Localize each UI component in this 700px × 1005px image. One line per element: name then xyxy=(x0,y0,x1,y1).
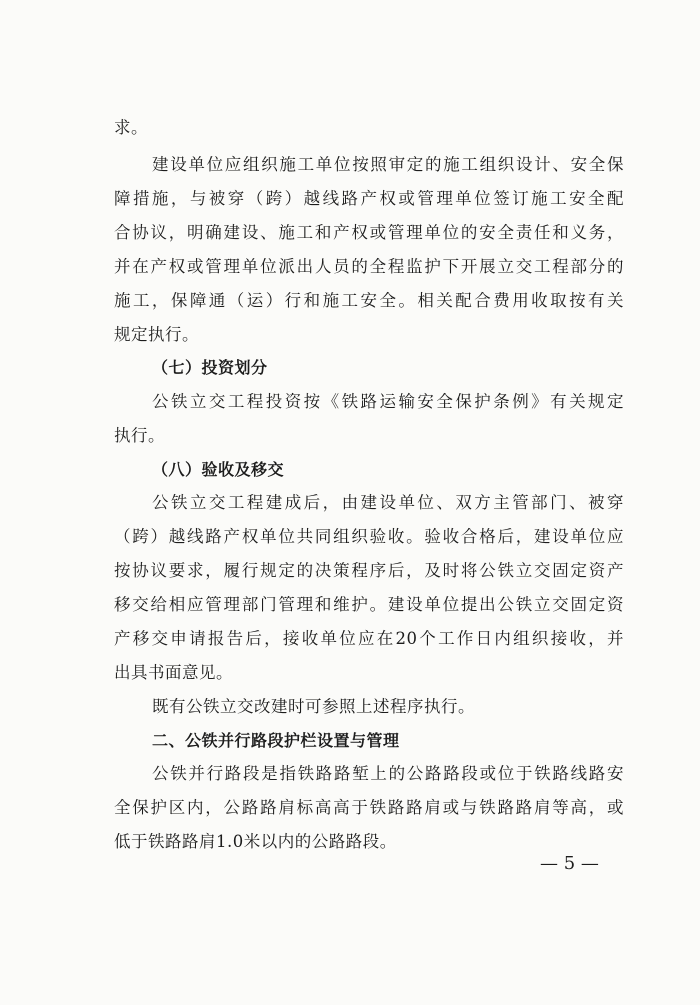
text-line: 移交给相应管理部门管理和维护。建设单位提出公铁立交固定资 xyxy=(114,595,624,614)
paragraph-start: 既有公铁立交改建时可参照上述程序执行。 xyxy=(152,697,475,716)
text-line: 施工，保障通（运）行和施工安全。相关配合费用收取按有关 xyxy=(114,291,624,310)
text-line: 障措施，与被穿（跨）越线路产权或管理单位签订施工安全配 xyxy=(114,189,624,208)
text-line: 产移交申请报告后，接收单位应在20个工作日内组织接收，并 xyxy=(114,629,624,648)
section-heading-7: （七）投资划分 xyxy=(152,358,268,377)
paragraph-start: 建设单位应组织施工单位按照审定的施工组织设计、安全保 xyxy=(152,155,624,174)
text-line: 低于铁路路肩1.0米以内的公路路段。 xyxy=(114,832,397,851)
text-line: 合协议，明确建设、施工和产权或管理单位的安全责任和义务， xyxy=(114,223,624,242)
text-line: 执行。 xyxy=(114,426,165,445)
text-line: 求。 xyxy=(114,118,148,137)
section-heading-8: （八）验收及移交 xyxy=(152,460,285,479)
text-line: （跨）越线路产权单位共同组织验收。验收合格后，建设单位应 xyxy=(114,527,624,546)
text-line: 全保护区内，公路路肩标高高于铁路路肩或与铁路路肩等高，或 xyxy=(114,798,624,817)
text-line: 规定执行。 xyxy=(114,325,199,344)
paragraph-start: 公铁立交工程投资按《铁路运输安全保护条例》有关规定 xyxy=(152,392,624,411)
text-line: 按协议要求，履行规定的决策程序后，及时将公铁立交固定资产 xyxy=(114,561,624,580)
paragraph-start: 公铁并行路段是指铁路路堑上的公路路段或位于铁路线路安 xyxy=(152,764,624,783)
text-line: 出具书面意见。 xyxy=(114,663,233,682)
paragraph-start: 公铁立交工程建成后，由建设单位、双方主管部门、被穿 xyxy=(152,493,624,512)
section-heading-2: 二、公铁并行路段护栏设置与管理 xyxy=(152,731,400,750)
page-number: — 5 — xyxy=(540,853,599,874)
text-line: 并在产权或管理单位派出人员的全程监护下开展立交工程部分的 xyxy=(114,257,624,276)
